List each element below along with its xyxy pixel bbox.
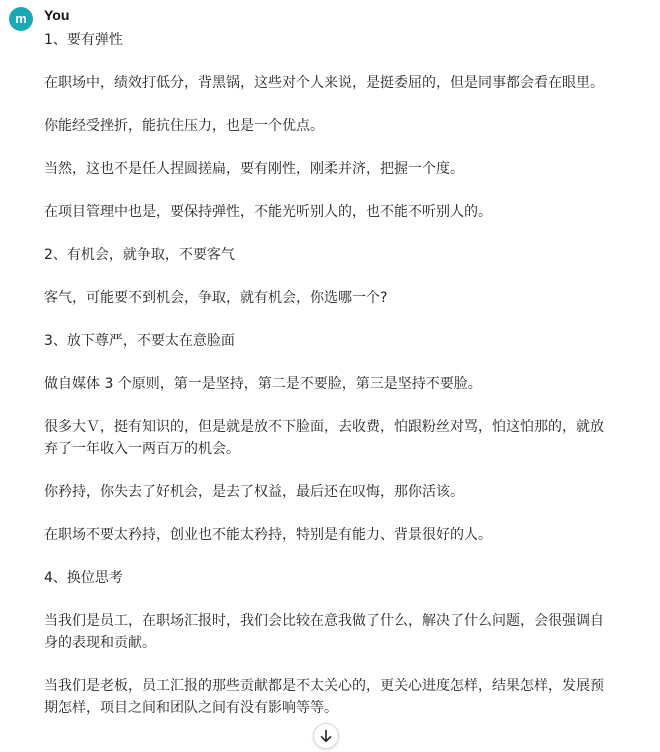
message-paragraph: 做自媒体 3 个原则，第一是坚持，第二是不要脸，第三是坚持不要脸。 — [44, 376, 482, 392]
arrow-down-icon — [319, 729, 333, 743]
message-paragraph: 很多大Ｖ，挺有知识的，但是就是放不下脸面，去收费，怕跟粉丝对骂，怕这怕那的，就放弃了一年收入一两百万的机会。 — [44, 419, 604, 457]
user-avatar: m — [9, 7, 33, 31]
message-paragraph: 客气，可能要不到机会，争取，就有机会，你选哪一个? — [44, 290, 388, 306]
message-paragraph: 在项目管理中也是，要保持弹性，不能光听别人的，也不能不听别人的。 — [44, 204, 492, 220]
message-paragraph: 2、有机会，就争取，不要客气 — [44, 247, 235, 263]
message-paragraph: 当我们是老板，员工汇报的那些贡献都是不太关心的，更关心进度怎样，结果怎样，发展预期怎样，项目之间和团队之间有没有影响等等。 — [44, 678, 604, 716]
message-author: You — [44, 7, 70, 23]
message-paragraph: 3、放下尊严，不要太在意脸面 — [44, 333, 235, 349]
message-paragraph: 当我们是员工，在职场汇报时，我们会比较在意我做了什么，解决了什么问题，会很强调自身的表现和贡献。 — [44, 613, 604, 651]
message-paragraph: 1、要有弹性 — [44, 32, 123, 48]
message-paragraph: 在职场不要太矜持，创业也不能太矜持，特别是有能力、背景很好的人。 — [44, 527, 492, 543]
message-paragraph: 你能经受挫折，能抗住压力，也是一个优点。 — [44, 118, 324, 134]
message-paragraph: 你矜持，你失去了好机会，是去了权益，最后还在叹悔，那你活该。 — [44, 484, 464, 500]
message-paragraph: 在职场中，绩效打低分，背黑锅，这些对个人来说，是挺委屈的，但是同事都会看在眼里。 — [44, 75, 604, 91]
scroll-to-bottom-button[interactable] — [313, 723, 339, 749]
message-content — [44, 29, 614, 740]
message-paragraph: 4、换位思考 — [44, 570, 123, 586]
message-paragraph: 当然，这也不是任人捏圆搓扁，要有刚性，刚柔并济，把握一个度。 — [44, 161, 464, 177]
